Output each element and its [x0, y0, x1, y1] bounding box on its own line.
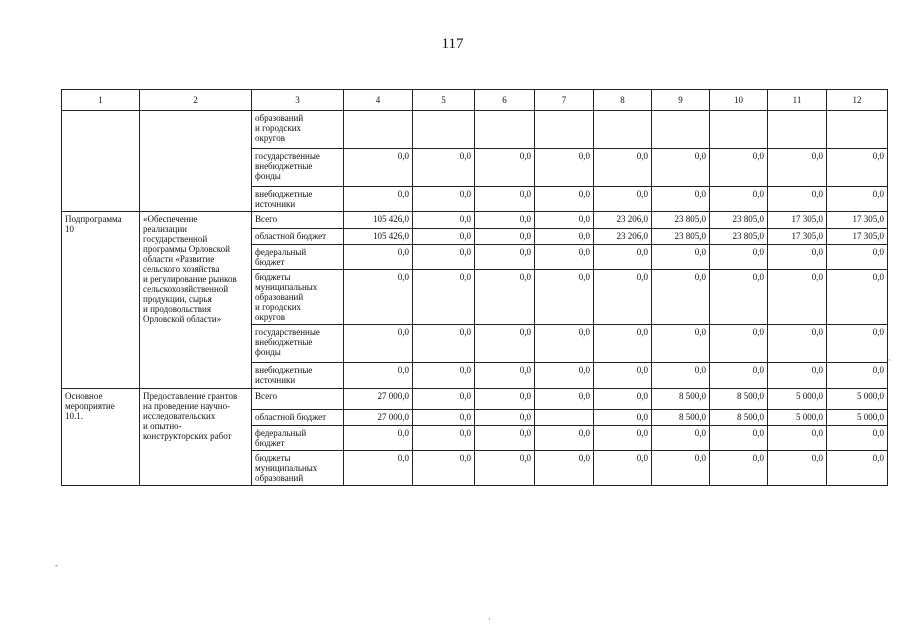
header-cell: 8 — [594, 90, 652, 111]
funding-source-cell: государственные внебюджетные фонды — [252, 149, 344, 187]
value-cell: 0,0 — [594, 410, 652, 426]
funding-source-cell: Всего — [252, 389, 344, 410]
value-cell: 0,0 — [535, 245, 594, 270]
value-cell: 0,0 — [827, 149, 888, 187]
value-cell: 0,0 — [344, 426, 413, 451]
funding-source-cell: федеральный бюджет — [252, 245, 344, 270]
value-cell: 0,0 — [475, 229, 535, 245]
value-cell: 17 305,0 — [827, 229, 888, 245]
header-cell: 4 — [344, 90, 413, 111]
header-cell: 11 — [768, 90, 827, 111]
value-cell: 0,0 — [768, 426, 827, 451]
value-cell: 0,0 — [475, 410, 535, 426]
value-cell — [475, 111, 535, 149]
value-cell: 0,0 — [710, 270, 768, 325]
value-cell: 0,0 — [710, 426, 768, 451]
header-cell: 12 — [827, 90, 888, 111]
value-cell: 17 305,0 — [827, 212, 888, 229]
funding-source-cell: государственные внебюджетные фонды — [252, 325, 344, 363]
scan-speck: · — [488, 614, 491, 624]
value-cell: 0,0 — [594, 325, 652, 363]
value-cell: 23 805,0 — [652, 229, 710, 245]
value-cell: 5 000,0 — [827, 410, 888, 426]
value-cell: 23 805,0 — [652, 212, 710, 229]
value-cell: 0,0 — [535, 149, 594, 187]
value-cell: 0,0 — [475, 451, 535, 486]
continuation-group-row — [62, 111, 888, 149]
value-cell: 23 805,0 — [710, 212, 768, 229]
value-cell: 0,0 — [594, 363, 652, 389]
header-cell: 2 — [140, 90, 252, 111]
value-cell: 0,0 — [827, 451, 888, 486]
value-cell: 0,0 — [475, 363, 535, 389]
value-cell: 0,0 — [535, 451, 594, 486]
funding-source-cell: внебюджетные источники — [252, 363, 344, 389]
value-cell: 8 500,0 — [652, 389, 710, 410]
value-cell: 0,0 — [413, 363, 475, 389]
value-cell: 0,0 — [344, 270, 413, 325]
header-cell: 9 — [652, 90, 710, 111]
funding-source-cell: областной бюджет — [252, 229, 344, 245]
value-cell: 0,0 — [413, 389, 475, 410]
header-cell: 3 — [252, 90, 344, 111]
value-cell: 0,0 — [652, 245, 710, 270]
value-cell: 0,0 — [827, 187, 888, 212]
value-cell — [413, 111, 475, 149]
value-cell: 5 000,0 — [827, 389, 888, 410]
value-cell: 0,0 — [594, 187, 652, 212]
value-cell: 105 426,0 — [344, 229, 413, 245]
budget-table — [61, 89, 888, 486]
value-cell: 0,0 — [827, 426, 888, 451]
value-cell: 8 500,0 — [710, 410, 768, 426]
value-cell: 0,0 — [344, 363, 413, 389]
header-cell: 10 — [710, 90, 768, 111]
value-cell: 0,0 — [710, 245, 768, 270]
value-cell: 0,0 — [413, 149, 475, 187]
funding-source-cell: внебюджетные источники — [252, 187, 344, 212]
value-cell: 0,0 — [344, 149, 413, 187]
scan-speck: - — [55, 560, 58, 570]
value-cell: 0,0 — [768, 149, 827, 187]
value-cell: 0,0 — [535, 363, 594, 389]
funding-source-cell: Всего — [252, 212, 344, 229]
value-cell: 5 000,0 — [768, 389, 827, 410]
header-cell: 7 — [535, 90, 594, 111]
value-cell: 0,0 — [768, 325, 827, 363]
value-cell: 0,0 — [413, 426, 475, 451]
value-cell: 0,0 — [652, 187, 710, 212]
header-cell: 1 — [62, 90, 140, 111]
value-cell — [535, 410, 594, 426]
value-cell: 0,0 — [475, 325, 535, 363]
program-code-cell: Подпрограмма 10 — [62, 212, 140, 389]
value-cell: 0,0 — [594, 389, 652, 410]
value-cell: 17 305,0 — [768, 229, 827, 245]
value-cell: 0,0 — [827, 363, 888, 389]
value-cell: 105 426,0 — [344, 212, 413, 229]
value-cell: 0,0 — [535, 426, 594, 451]
value-cell: 0,0 — [475, 389, 535, 410]
value-cell: 0,0 — [413, 229, 475, 245]
value-cell: 0,0 — [768, 363, 827, 389]
value-cell: 23 206,0 — [594, 212, 652, 229]
value-cell: 0,0 — [535, 187, 594, 212]
value-cell — [710, 111, 768, 149]
value-cell: 0,0 — [413, 270, 475, 325]
program-title-cell: «Обеспечение реализации государственной программы Орловской области «Развитие сельского хозяйства и регулирование рынков сельскохозяйственной продукции, сырья и продовольствия Орловской области» — [140, 212, 252, 389]
value-cell — [594, 111, 652, 149]
value-cell: 0,0 — [413, 325, 475, 363]
value-cell: 0,0 — [710, 149, 768, 187]
value-cell: 0,0 — [827, 325, 888, 363]
value-cell: 8 500,0 — [710, 389, 768, 410]
value-cell: 0,0 — [475, 245, 535, 270]
value-cell: 0,0 — [344, 187, 413, 212]
value-cell: 0,0 — [475, 212, 535, 229]
value-cell: 27 000,0 — [344, 410, 413, 426]
page-number: 117 — [441, 36, 464, 52]
measure-10-1-group-row — [62, 389, 888, 410]
value-cell: 0,0 — [475, 426, 535, 451]
funding-source-cell: бюджеты муниципальных образований — [252, 451, 344, 486]
value-cell: 0,0 — [652, 363, 710, 389]
value-cell: 0,0 — [413, 212, 475, 229]
value-cell: 27 000,0 — [344, 389, 413, 410]
value-cell: 0,0 — [413, 245, 475, 270]
value-cell: 0,0 — [710, 451, 768, 486]
value-cell — [344, 111, 413, 149]
value-cell: 0,0 — [652, 149, 710, 187]
funding-source-cell: федеральный бюджет — [252, 426, 344, 451]
program-code-cell — [62, 111, 140, 212]
value-cell: 0,0 — [535, 229, 594, 245]
header-row — [62, 90, 888, 111]
value-cell: 0,0 — [475, 149, 535, 187]
header-cell: 5 — [413, 90, 475, 111]
value-cell: 0,0 — [475, 187, 535, 212]
value-cell: 0,0 — [768, 270, 827, 325]
value-cell: 0,0 — [710, 325, 768, 363]
value-cell: 5 000,0 — [768, 410, 827, 426]
funding-source-cell: бюджеты муниципальных образований и городских округов — [252, 270, 344, 325]
value-cell: 0,0 — [594, 426, 652, 451]
value-cell: 0,0 — [710, 363, 768, 389]
value-cell: 23 206,0 — [594, 229, 652, 245]
value-cell: 0,0 — [535, 389, 594, 410]
value-cell: 0,0 — [827, 270, 888, 325]
value-cell — [768, 111, 827, 149]
value-cell: 0,0 — [768, 245, 827, 270]
value-cell — [535, 111, 594, 149]
subprogram-10-group-row — [62, 212, 888, 229]
value-cell: 0,0 — [475, 270, 535, 325]
value-cell: 0,0 — [344, 451, 413, 486]
value-cell: 23 805,0 — [710, 229, 768, 245]
value-cell: 0,0 — [768, 451, 827, 486]
value-cell: 0,0 — [535, 212, 594, 229]
value-cell: 8 500,0 — [652, 410, 710, 426]
program-title-cell — [140, 111, 252, 212]
value-cell: 0,0 — [827, 245, 888, 270]
program-title-cell: Предоставление грантов на проведение научно- исследовательских и опытно- конструкторских работ — [140, 389, 252, 486]
program-code-cell: Основное мероприятие 10.1. — [62, 389, 140, 486]
value-cell: 0,0 — [652, 451, 710, 486]
value-cell: 0,0 — [710, 187, 768, 212]
value-cell — [652, 111, 710, 149]
value-cell: 0,0 — [535, 270, 594, 325]
funding-source-cell: областной бюджет — [252, 410, 344, 426]
value-cell: 0,0 — [652, 325, 710, 363]
value-cell: 0,0 — [413, 451, 475, 486]
value-cell: 0,0 — [413, 410, 475, 426]
value-cell: 17 305,0 — [768, 212, 827, 229]
value-cell: 0,0 — [594, 451, 652, 486]
value-cell: 0,0 — [594, 270, 652, 325]
value-cell: 0,0 — [535, 325, 594, 363]
value-cell — [827, 111, 888, 149]
funding-source-cell: образований и городских округов — [252, 111, 344, 149]
value-cell: 0,0 — [594, 245, 652, 270]
value-cell: 0,0 — [344, 325, 413, 363]
value-cell: 0,0 — [652, 270, 710, 325]
value-cell: 0,0 — [652, 426, 710, 451]
value-cell: 0,0 — [344, 245, 413, 270]
scan-speck: · — [888, 355, 891, 365]
value-cell: 0,0 — [594, 149, 652, 187]
header-cell: 6 — [475, 90, 535, 111]
value-cell: 0,0 — [413, 187, 475, 212]
value-cell: 0,0 — [768, 187, 827, 212]
